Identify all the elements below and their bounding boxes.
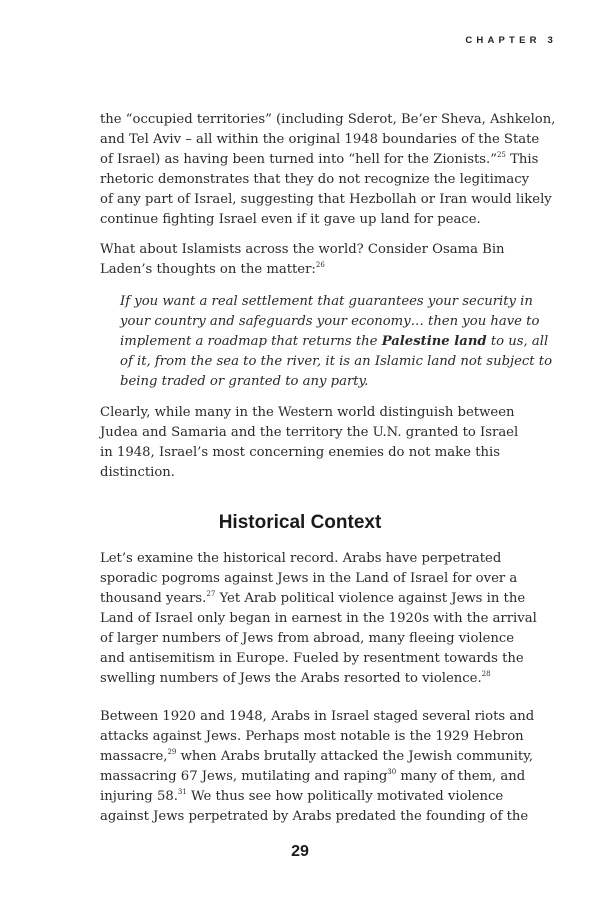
text-line [100,609,537,629]
text-run: thousand years. [100,591,207,606]
paragraph-1920-1948 [100,707,535,827]
text-run: What about Islamists across the world? Consider Osama Bin [100,242,505,257]
paragraph-historical-record [100,549,537,689]
text-line [100,549,500,569]
text-run: against Jews perpetrated by Arabs predated the founding of the [100,809,529,824]
text-run: to us, all [486,334,549,349]
text-line [100,423,519,443]
text-run: of larger numbers of Jews from abroad, many fleeing violence [100,631,515,646]
text-run: If you want a real settlement that guarantees your security in [120,294,533,309]
text-run: massacring 67 Jews, mutilating and raping [100,769,388,784]
text-run: rhetoric demonstrates that they do not recognize the legitimacy [100,172,530,187]
text-run: and antisemitism in Europe. Fueled by resentment towards the [100,651,524,666]
text-line [100,629,515,649]
text-line [100,787,504,807]
text-run: being traded or granted to any party. [120,374,369,389]
text-run: Land of Israel only began in earnest in the 1920s with the arrival [100,611,537,626]
paragraph-occupied-territories [100,110,556,230]
running-header: CHAPTER 3 [465,35,557,46]
footnote-ref: 25 [496,151,506,159]
paragraph-clearly [100,403,519,483]
text-run: Laden’s thoughts on the matter: [100,262,316,277]
text-line [120,372,500,392]
text-run: when Arabs brutally attacked the Jewish community, [176,749,534,764]
text-run: of Israel) as having been turned into “hell for the Zionists.” [100,152,497,167]
text-line [100,403,515,423]
text-line [100,463,500,483]
text-line [100,807,529,827]
text-run: We thus see how politically motivated violence [186,789,504,804]
text-line [100,443,500,463]
section-heading: Historical Context [218,512,382,533]
text-line [100,569,518,589]
text-run: swelling numbers of Jews the Arabs resorted to violence. [100,671,482,686]
text-run: Between 1920 and 1948, Arabs in Israel staged several riots and [100,709,535,724]
footnote-ref: 26 [315,261,325,269]
text-line [100,240,505,260]
text-line [120,332,549,352]
bold-text: Palestine land [381,334,487,349]
text-run: This [505,152,539,167]
footnote-ref: 27 [206,590,216,598]
text-line [100,210,500,230]
text-line [100,669,500,689]
block-quote-bin-laden [120,292,553,392]
text-run: sporadic pogroms against Jews in the Land of Israel for over a [100,571,518,586]
text-run: Let’s examine the historical record. Arabs have perpetrated [100,551,502,566]
text-run: distinction. [100,465,175,480]
text-line [100,170,530,190]
text-run: the “occupied territories” (including Sderot, Be’er Sheva, Ashkelon, [100,112,556,127]
text-run: many of them, and [396,769,526,784]
text-run: Judea and Samaria and the territory the U.N. granted to Israel [100,425,519,440]
text-run: of it, from the sea to the river, it is an Islamic land not subject to [120,354,553,369]
text-line [100,747,534,767]
text-line [120,292,533,312]
text-run: massacre, [100,749,168,764]
paragraph-islamists [100,240,505,280]
footnote-ref: 29 [167,748,177,756]
text-line [100,767,526,787]
text-line [120,352,553,372]
text-line [100,190,552,210]
page-number: 29 [291,843,309,860]
text-line [100,649,524,669]
text-run: Yet Arab political violence against Jews in the [215,591,526,606]
text-run: continue fighting Israel even if it gave up land for peace. [100,212,481,227]
text-line [100,727,524,747]
text-run: injuring 58. [100,789,178,804]
text-line [100,110,556,130]
text-line [100,589,526,609]
text-line [100,150,539,170]
text-run: of any part of Israel, suggesting that Hezbollah or Iran would likely [100,192,552,207]
footnote-ref: 30 [387,768,397,776]
text-run: your country and safeguards your economy… then you have to [120,314,540,329]
text-line [120,312,540,332]
text-line [100,130,540,150]
text-line [100,707,535,727]
text-line [100,260,500,280]
text-run: implement a roadmap that returns the [120,334,382,349]
text-run: and Tel Aviv – all within the original 1948 boundaries of the State [100,132,540,147]
text-run: attacks against Jews. Perhaps most notable is the 1929 Hebron [100,729,524,744]
text-run: in 1948, Israel’s most concerning enemies do not make this [100,445,500,460]
footnote-ref: 28 [481,670,491,678]
footnote-ref: 31 [177,788,187,796]
text-run: Clearly, while many in the Western world distinguish between [100,405,515,420]
